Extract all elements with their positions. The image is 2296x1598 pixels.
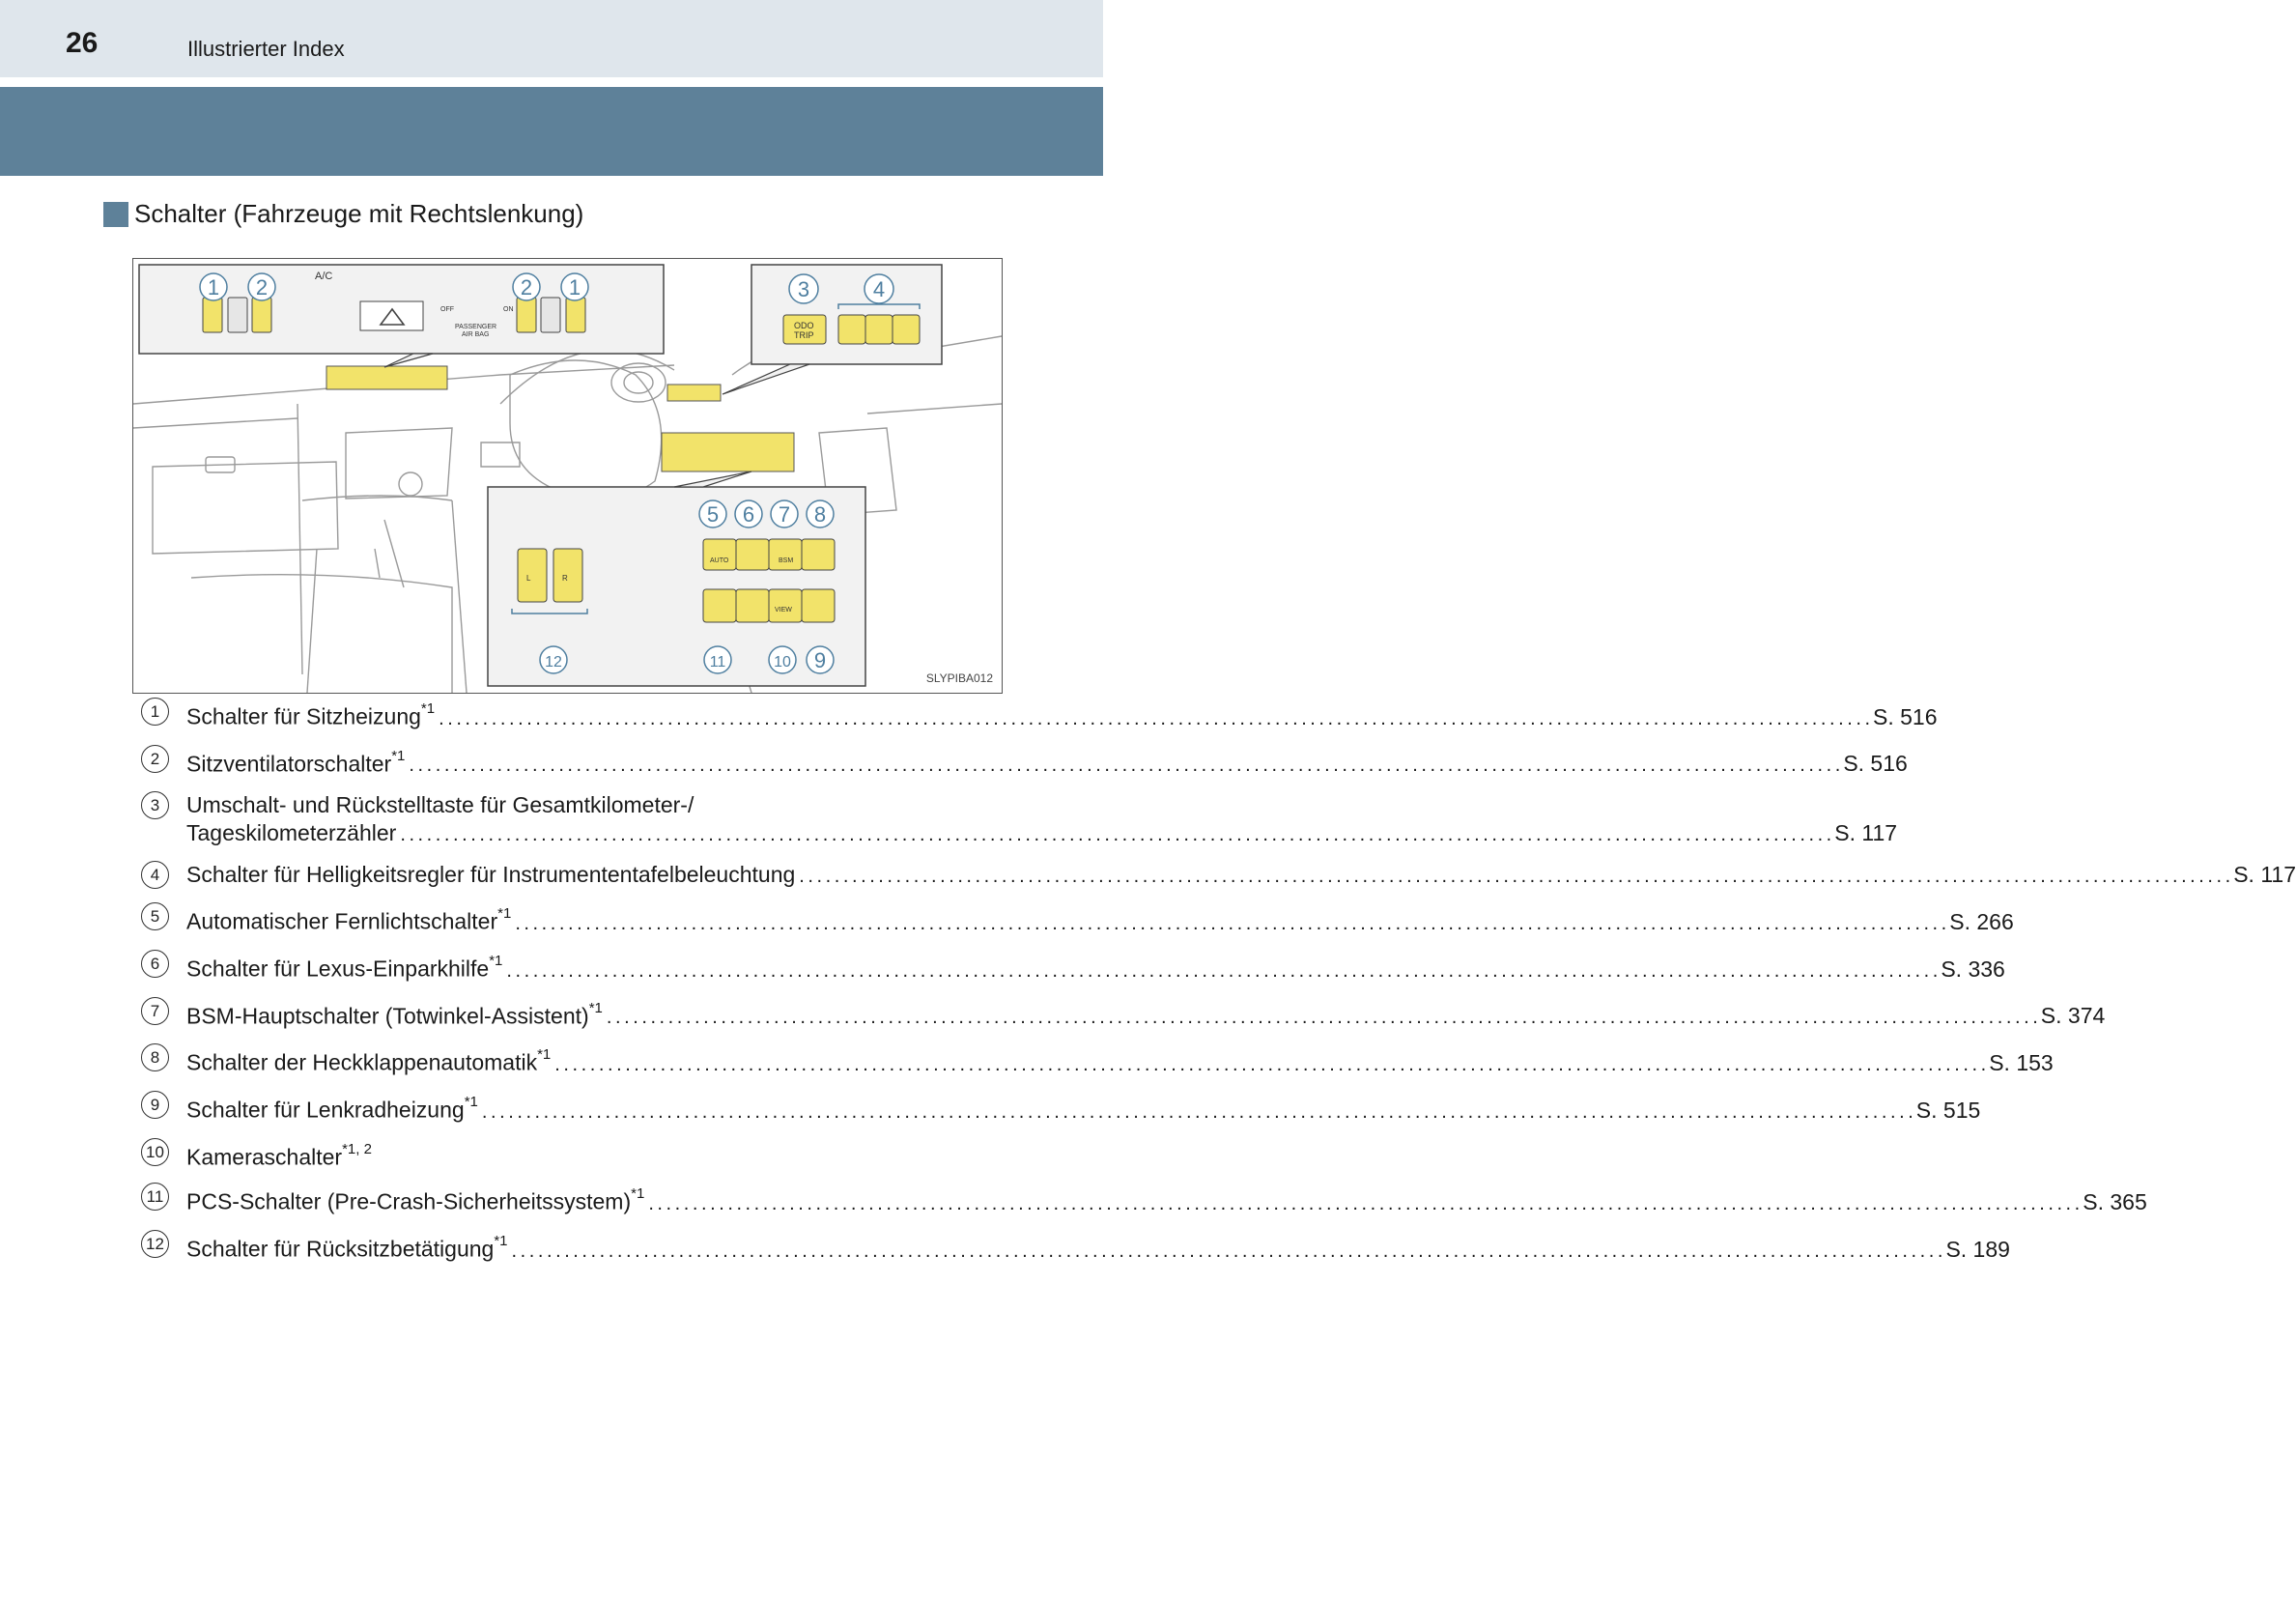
odo-highlight xyxy=(667,385,721,401)
page-reference[interactable]: S. 336 xyxy=(1941,956,2005,982)
on-label: ON xyxy=(503,306,514,313)
section-heading-text: Schalter (Fahrzeuge mit Rechtslenkung) xyxy=(134,199,584,228)
header-title: Illustrierter Index xyxy=(187,37,345,61)
page-header xyxy=(0,0,1103,77)
item-label: Automatischer Fernlichtschalter$^{*1}$ xyxy=(186,905,512,934)
leader-dots xyxy=(648,1188,2079,1218)
page-number: 26 xyxy=(66,27,99,59)
console-highlight xyxy=(326,366,447,389)
item-number: 8 xyxy=(141,1043,169,1071)
item-number: 11 xyxy=(141,1183,169,1211)
passenger-airbag-label-1: PASSENGER xyxy=(455,324,497,330)
leader-dots xyxy=(482,1097,1913,1127)
footnote-marker: *1 xyxy=(631,1185,645,1203)
leader-dots xyxy=(512,1236,1942,1266)
switch-index-list xyxy=(141,698,2296,1277)
trip-label: TRIP xyxy=(794,330,814,340)
leader-dots xyxy=(400,819,1830,849)
leader-dots xyxy=(506,956,1937,985)
list-item xyxy=(141,902,2014,938)
footnote-marker: *1 xyxy=(420,700,436,717)
list-item xyxy=(141,861,2296,891)
item-label: Schalter für Helligkeitsregler für Instrumententafelbeleuchtung xyxy=(186,862,796,888)
item-number: 2 xyxy=(141,745,169,773)
list-item xyxy=(141,791,1898,849)
list-item xyxy=(141,1138,954,1172)
leader-dots xyxy=(607,1002,2037,1032)
figure-code: SLYPIBA012 xyxy=(925,671,993,685)
page-reference[interactable]: S. 365 xyxy=(2083,1188,2147,1214)
item-number: 1 xyxy=(141,698,169,726)
section-square-icon xyxy=(103,202,128,227)
footnote-marker: *1 xyxy=(391,747,406,764)
item-label: PCS-Schalter (Pre-Crash-Sicherheitssystem)$^{*1}$ xyxy=(186,1185,645,1214)
callout-label: 2 xyxy=(520,275,533,300)
list-item xyxy=(141,1230,2010,1266)
footnote-marker: *1 xyxy=(537,1046,552,1064)
item-label: Sitzventilatorschalter$^{*1}$ xyxy=(186,747,406,777)
header-color-band xyxy=(0,87,1103,176)
view-label: VIEW xyxy=(775,607,792,614)
item-label: Schalter für Rücksitzbetätigung$^{*1}$ xyxy=(186,1232,508,1262)
item-number: 5 xyxy=(141,902,169,930)
footnote-marker: *1 xyxy=(497,905,512,923)
page-reference[interactable]: S. 515 xyxy=(1915,1097,1981,1123)
page-reference[interactable]: S. 374 xyxy=(2040,1003,2106,1029)
callout-label: 10 xyxy=(774,654,791,671)
list-item xyxy=(141,698,1938,733)
lower-dash-highlight xyxy=(662,433,794,471)
item-number: 6 xyxy=(141,950,169,978)
footnote-marker: *1 xyxy=(494,1232,508,1249)
footnote-marker: *1, 2 xyxy=(342,1140,372,1157)
leader-dots xyxy=(439,703,1869,733)
item-number: 3 xyxy=(141,791,169,819)
ac-label: A/C xyxy=(315,271,333,282)
callout-label: 9 xyxy=(813,648,827,672)
page-reference[interactable]: S. 189 xyxy=(1945,1236,2010,1262)
callout-label: 2 xyxy=(255,275,269,300)
list-item xyxy=(141,950,2005,985)
item-label: Kameraschalter$^{*1, 2}$ xyxy=(186,1140,372,1170)
item-label: Schalter für Sitzheizung$^{*1}$ xyxy=(186,700,436,729)
item-number: 7 xyxy=(141,997,169,1025)
passenger-airbag-label-2: AIR BAG xyxy=(462,331,490,338)
callout-label: 4 xyxy=(872,277,886,301)
item-label: Schalter für Lenkradheizung$^{*1}$ xyxy=(186,1093,478,1123)
item-number: 9 xyxy=(141,1091,169,1119)
item-number: 10 xyxy=(141,1138,169,1166)
leader-dots xyxy=(554,1049,1985,1079)
callout-label: 8 xyxy=(813,502,827,527)
item-number: 4 xyxy=(141,861,169,889)
callout-label: 6 xyxy=(742,502,755,527)
page-reference[interactable]: S. 117 xyxy=(1834,820,1898,846)
auto-label: AUTO xyxy=(710,557,729,564)
item-label: Schalter für Lexus-Einparkhilfe$^{*1}$ xyxy=(186,952,503,982)
footnote-marker: *1 xyxy=(489,952,503,969)
list-item xyxy=(141,997,2106,1033)
odo-label: ODO xyxy=(794,321,814,330)
list-item xyxy=(141,1091,1981,1127)
page-reference[interactable]: S. 516 xyxy=(1843,751,1908,777)
page-reference[interactable]: S. 117 xyxy=(2233,862,2296,888)
illustration-svg xyxy=(133,259,1002,693)
bsm-label: BSM xyxy=(779,557,794,564)
item-number: 12 xyxy=(141,1230,169,1258)
odo-inset xyxy=(723,265,942,394)
leader-dots xyxy=(799,861,2229,891)
list-item xyxy=(141,745,1908,781)
footnote-marker: *1 xyxy=(588,999,603,1016)
callout-label: 3 xyxy=(797,277,810,301)
callout-label: 11 xyxy=(709,654,726,671)
item-label-continued: Tageskilometerzähler xyxy=(186,820,397,846)
page-reference[interactable]: S. 516 xyxy=(1873,703,1938,729)
item-label: Schalter der Heckklappenautomatik$^{*1}$ xyxy=(186,1046,552,1075)
list-item xyxy=(141,1183,2147,1218)
r-label: R xyxy=(562,574,568,583)
footnote-marker: *1 xyxy=(464,1093,478,1110)
off-label: OFF xyxy=(440,306,454,313)
switch-illustration xyxy=(132,258,1003,694)
item-label: BSM-Hauptschalter (Totwinkel-Assistent)$^{*1}$ xyxy=(186,999,603,1029)
leader-dots xyxy=(409,750,1839,780)
page-reference[interactable]: S. 266 xyxy=(1949,908,2014,934)
section-heading xyxy=(103,199,583,229)
callout-label: 7 xyxy=(778,502,791,527)
leader-dots xyxy=(515,908,1945,938)
callout-label: 5 xyxy=(706,502,720,527)
callout-label: 1 xyxy=(207,275,220,300)
page-reference[interactable]: S. 153 xyxy=(1989,1049,2054,1075)
item-label: Umschalt- und Rückstelltaste für Gesamtkilometer-/ xyxy=(186,792,694,818)
callout-label: 12 xyxy=(545,654,562,671)
l-label: L xyxy=(526,574,531,583)
list-item xyxy=(141,1043,2054,1079)
callout-label: 1 xyxy=(568,275,581,300)
